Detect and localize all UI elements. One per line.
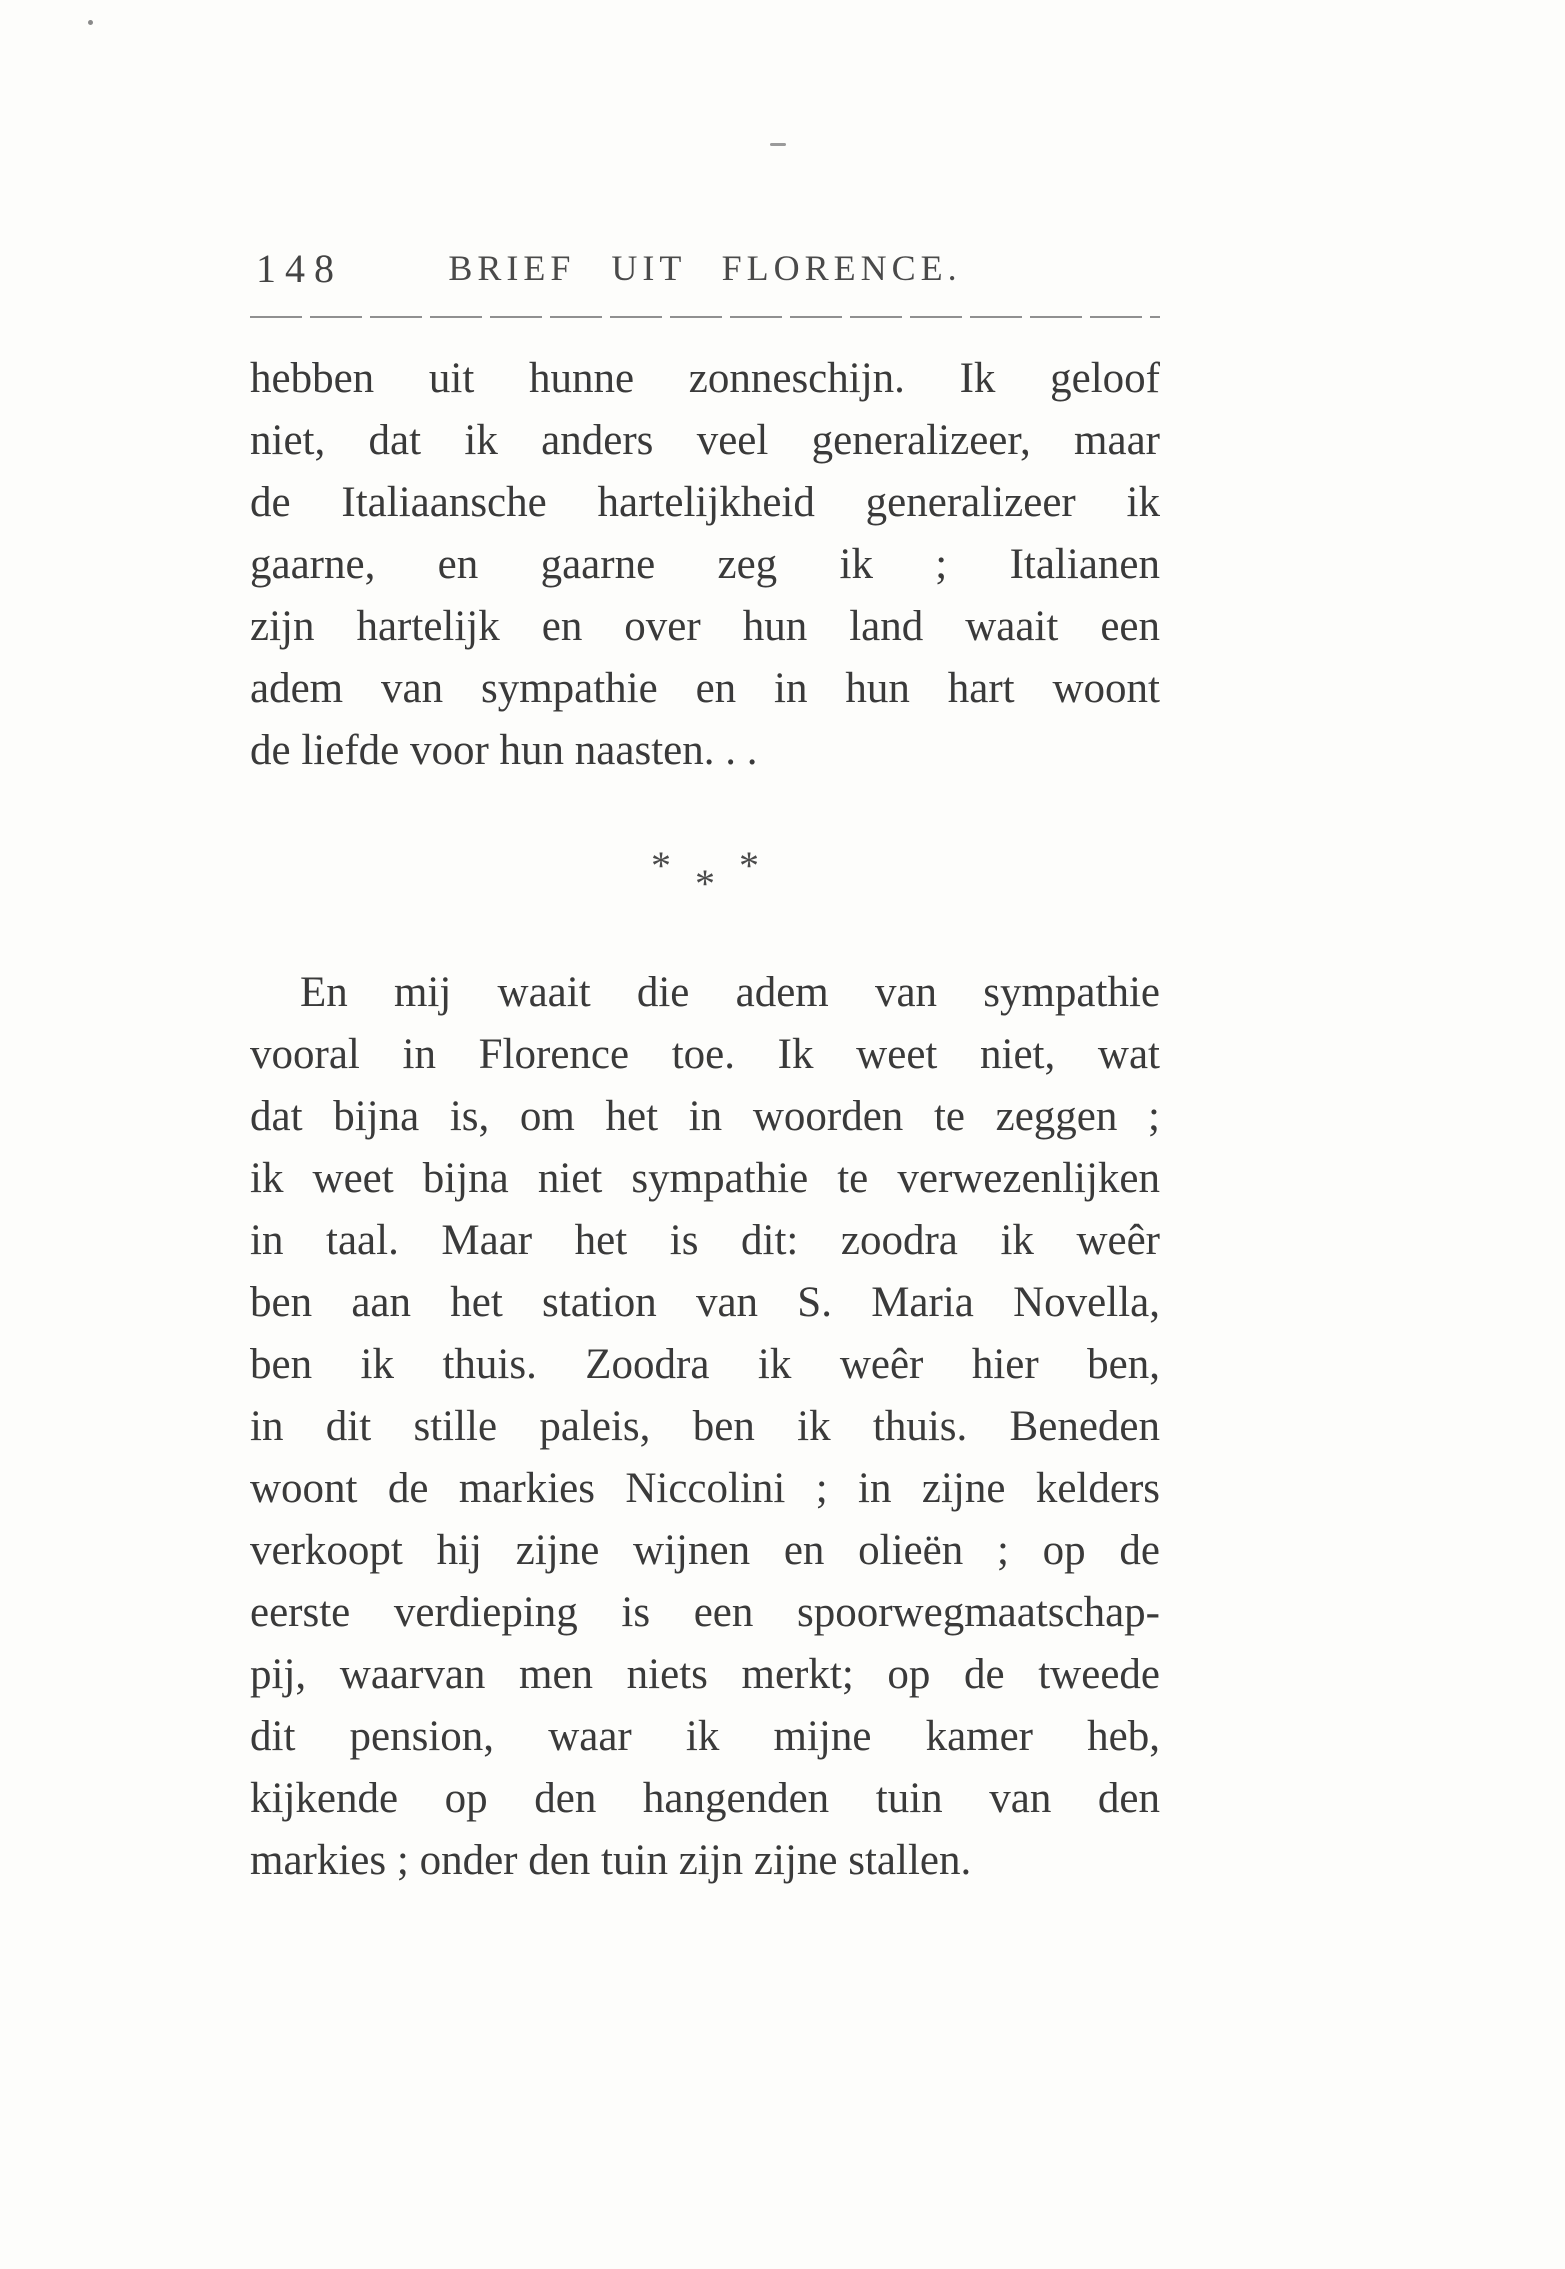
page-header	[250, 245, 1160, 301]
text-line: ben aan het station van S. Maria Novella,	[250, 1279, 1160, 1326]
running-header: BRIEF UIT FLORENCE.	[448, 248, 962, 288]
text-line: in taal. Maar het is dit: zoodra ik weêr	[250, 1217, 1160, 1264]
text-line: gaarne, en gaarne zeg ik ; Italianen	[250, 541, 1160, 588]
text-line: markies ; onder den tuin zijn zijne stallen.	[250, 1837, 972, 1884]
text-line: de liefde voor hun naasten. . .	[250, 727, 758, 774]
paragraph-1	[250, 348, 1160, 782]
scan-dash	[770, 143, 786, 146]
text-line: in dit stille paleis, ben ik thuis. Beneden	[250, 1403, 1160, 1450]
asterisk-icon: *	[739, 843, 759, 888]
asterism-separator	[250, 842, 1160, 906]
text-line: adem van sympathie en in hun hart woont	[250, 665, 1160, 712]
page-number: 148	[256, 246, 343, 291]
asterisk-icon: *	[695, 861, 715, 906]
text-line: vooral in Florence toe. Ik weet niet, wat	[250, 1031, 1160, 1078]
asterisk-icon: *	[651, 843, 671, 888]
text-line: En mij waait die adem van sympathie	[300, 969, 1160, 1016]
text-line: eerste verdieping is een spoorwegmaatschap-	[250, 1589, 1160, 1636]
text-line: pij, waarvan men niets merkt; op de tweede	[250, 1651, 1160, 1698]
text-line: niet, dat ik anders veel generalizeer, maar	[250, 417, 1160, 464]
text-line: dit pension, waar ik mijne kamer heb,	[250, 1713, 1160, 1760]
header-rule	[250, 316, 1160, 318]
text-line: ben ik thuis. Zoodra ik weêr hier ben,	[250, 1341, 1160, 1388]
text-line: zijn hartelijk en over hun land waait een	[250, 603, 1160, 650]
text-line: de Italiaansche hartelijkheid generalizeer ik	[250, 479, 1160, 526]
text-line: ik weet bijna niet sympathie te verwezenlijken	[250, 1155, 1160, 1202]
text-line: kijkende op den hangenden tuin van den	[250, 1775, 1160, 1822]
text-line: verkoopt hij zijne wijnen en olieën ; op de	[250, 1527, 1160, 1574]
scan-speck	[88, 20, 93, 25]
text-line: woont de markies Niccolini ; in zijne kelders	[250, 1465, 1160, 1512]
text-line: dat bijna is, om het in woorden te zeggen ;	[250, 1093, 1160, 1140]
paragraph-2	[250, 962, 1160, 1892]
text-line: hebben uit hunne zonneschijn. Ik geloof	[250, 355, 1160, 402]
